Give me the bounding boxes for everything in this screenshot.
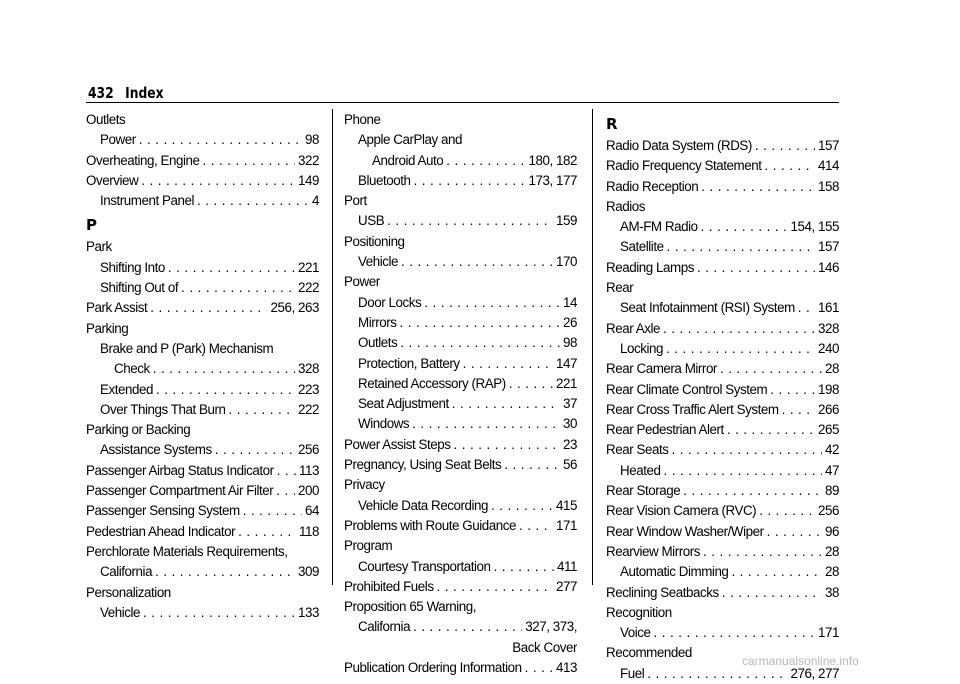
- dot-leader: [156, 380, 295, 400]
- index-heading: [344, 536, 577, 556]
- entry-label: California: [100, 564, 153, 580]
- entry-label: Seat Infotainment (RSI) System: [620, 300, 795, 316]
- index-entry: [606, 258, 839, 278]
- entry-label: Outlets: [86, 112, 126, 127]
- dot-leader: [197, 191, 309, 211]
- entry-pages: 28: [825, 564, 839, 580]
- entry-label: Courtesy Transportation: [358, 558, 491, 574]
- entry-pages: 157: [818, 239, 839, 255]
- index-entry: [606, 501, 839, 521]
- entry-pages: 222: [298, 401, 319, 417]
- dot-leader: [215, 440, 295, 460]
- dot-leader: [277, 461, 296, 481]
- dot-leader: [150, 298, 267, 318]
- entry-label: Locking: [620, 340, 664, 356]
- entry-pages: 133: [298, 604, 319, 620]
- entry-label: California: [358, 619, 411, 635]
- index-heading: [344, 110, 577, 130]
- entry-pages: 158: [818, 178, 839, 194]
- entry-label: Proposition 65 Warning,: [344, 599, 477, 615]
- index-column-2: [344, 110, 577, 678]
- index-entry: [344, 577, 577, 597]
- entry-label: Rear Window Washer/Wiper: [606, 523, 764, 539]
- index-entry: [86, 522, 319, 542]
- dot-leader: [494, 557, 554, 577]
- entry-label: Vehicle: [358, 254, 399, 270]
- entry-pages: 89: [825, 483, 839, 499]
- entry-pages: 222: [298, 280, 319, 296]
- entry-pages: 266: [818, 401, 839, 417]
- entry-pages: 256: [818, 503, 839, 519]
- index-entry: [344, 252, 577, 272]
- entry-pages: 256, 263: [270, 300, 319, 316]
- entry-pages: 30: [563, 416, 577, 432]
- index-heading: [86, 583, 319, 603]
- index-entry: [606, 217, 839, 237]
- dot-leader: [446, 151, 525, 171]
- index-entry: [86, 171, 319, 191]
- entry-pages: 98: [305, 132, 319, 148]
- entry-label: Parking or Backing: [86, 422, 191, 438]
- index-heading: [86, 237, 319, 257]
- entry-pages: 198: [818, 381, 839, 397]
- index-entry: [344, 151, 577, 171]
- index-entry: [344, 435, 577, 455]
- index-heading: [344, 130, 577, 150]
- entry-label: Radio Reception: [606, 178, 699, 194]
- dot-leader: [764, 156, 815, 176]
- index-entry: [606, 319, 839, 339]
- index-entry: [86, 359, 319, 379]
- index-entry: [606, 400, 839, 420]
- entry-pages: 154, 155: [790, 219, 839, 235]
- index-entry: [606, 298, 839, 318]
- index-entry: [606, 583, 839, 603]
- entry-label: Voice: [620, 625, 651, 641]
- entry-label: Perchlorate Materials Requirements,: [86, 543, 288, 559]
- entry-label: Instrument Panel: [100, 193, 195, 209]
- entry-label: Program: [344, 538, 393, 554]
- entry-label: Park: [86, 239, 112, 255]
- dot-leader: [243, 501, 302, 521]
- dot-leader: [401, 252, 553, 272]
- entry-pages: 38: [825, 584, 839, 600]
- dot-leader: [663, 319, 815, 339]
- entry-label: Satellite: [620, 239, 664, 255]
- index-entry: [344, 557, 577, 577]
- dot-leader: [727, 420, 815, 440]
- entry-pages: 322: [298, 152, 319, 168]
- entry-pages: 161: [818, 300, 839, 316]
- index-entry: [606, 481, 839, 501]
- entry-label: Vehicle: [100, 604, 141, 620]
- index-entry: [344, 374, 577, 394]
- index-heading: [344, 191, 577, 211]
- entry-label: Heated: [620, 462, 661, 478]
- index-entry: [86, 130, 319, 150]
- entry-label: Rear Climate Control System: [606, 381, 768, 397]
- dot-leader: [238, 522, 296, 542]
- index-heading: [86, 339, 319, 359]
- entry-pages: 277: [556, 578, 577, 594]
- index-entry: [344, 455, 577, 475]
- entry-pages: 328: [818, 320, 839, 336]
- entry-pages: 411: [557, 558, 577, 574]
- dot-leader: [153, 359, 295, 379]
- entry-pages: 180, 182: [528, 152, 577, 168]
- index-entry: [344, 211, 577, 231]
- index-entry: [344, 516, 577, 536]
- index-entry: [606, 562, 839, 582]
- dot-leader: [782, 400, 815, 420]
- dot-leader: [414, 171, 526, 191]
- dot-leader: [654, 623, 815, 643]
- entry-label: Door Locks: [358, 294, 422, 310]
- dot-leader: [168, 258, 295, 278]
- entry-label: Phone: [344, 112, 381, 127]
- page-title: Index: [125, 84, 164, 102]
- dot-leader: [697, 258, 815, 278]
- index-heading: [86, 319, 319, 339]
- dot-leader: [155, 562, 295, 582]
- entry-label: Rear Vision Camera (RVC): [606, 503, 757, 519]
- entry-label: Parking: [86, 320, 129, 336]
- dot-leader: [770, 380, 815, 400]
- index-entry: [86, 191, 319, 211]
- entry-pages: 146: [818, 259, 839, 275]
- entry-label: Overheating, Engine: [86, 152, 200, 168]
- page-number: 432: [88, 84, 114, 102]
- entry-pages: 37: [563, 396, 577, 412]
- entry-pages: 221: [298, 259, 319, 275]
- entry-pages: 173, 177: [528, 172, 577, 188]
- index-entry: [344, 394, 577, 414]
- entry-label: Personalization: [86, 584, 171, 600]
- entry-pages: 23: [563, 436, 577, 452]
- index-entry: [86, 258, 319, 278]
- entry-pages: 221: [556, 375, 577, 391]
- dot-leader: [759, 501, 815, 521]
- dot-leader: [767, 522, 822, 542]
- entry-label: Overview: [86, 172, 139, 188]
- index-entry: [344, 414, 577, 434]
- dot-leader: [181, 278, 295, 298]
- dot-leader: [276, 481, 295, 501]
- entry-pages: 113: [299, 462, 319, 478]
- entry-pages: 98: [563, 335, 577, 351]
- entry-pages: 28: [825, 361, 839, 377]
- index-entry: [344, 354, 577, 374]
- entry-label: Rear Pedestrian Alert: [606, 422, 724, 438]
- entry-label: Pedestrian Ahead Indicator: [86, 523, 236, 539]
- entry-label: Assistance Systems: [100, 442, 212, 458]
- entry-label: Recognition: [606, 604, 672, 620]
- index-entry: [344, 496, 577, 516]
- dot-leader: [437, 577, 553, 597]
- watermark: carmanualsonline.info: [742, 654, 859, 668]
- index-heading: [606, 197, 839, 217]
- entry-label: Over Things That Burn: [100, 401, 226, 417]
- entry-label: AM-FM Radio: [620, 219, 698, 235]
- entry-pages: 200: [298, 483, 319, 499]
- dot-leader: [143, 603, 295, 623]
- entry-pages: 223: [298, 381, 319, 397]
- dot-leader: [663, 461, 822, 481]
- entry-label: Reading Lamps: [606, 259, 694, 275]
- entry-pages: 171: [818, 625, 839, 641]
- dot-leader: [798, 298, 815, 318]
- column-divider-2: [592, 109, 593, 585]
- entry-label: Rear: [606, 280, 634, 296]
- dot-leader: [701, 217, 788, 237]
- index-heading: [344, 272, 577, 292]
- entry-pages: 170: [556, 254, 577, 270]
- dot-leader: [509, 374, 553, 394]
- dot-leader: [413, 617, 522, 637]
- section-letter: R: [606, 115, 618, 133]
- index-entry: [344, 333, 577, 353]
- index-entry: [86, 298, 319, 318]
- entry-label: Retained Accessory (RAP): [358, 375, 506, 391]
- entry-pages: 96: [825, 523, 839, 539]
- entry-label: Rear Camera Mirror: [606, 361, 717, 377]
- entry-pages: 309: [298, 564, 319, 580]
- entry-pages: 147: [556, 355, 577, 371]
- index-entry: [86, 278, 319, 298]
- dot-leader: [755, 136, 815, 156]
- dot-leader: [703, 542, 822, 562]
- index-entry: [86, 481, 319, 501]
- entry-pages: 413: [556, 660, 577, 676]
- entry-pages: 14: [563, 294, 577, 310]
- entry-label: Reclining Seatbacks: [606, 584, 719, 600]
- entry-label: Radio Data System (RDS): [606, 138, 752, 153]
- entry-label: Radio Frequency Statement: [606, 158, 762, 174]
- entry-label: Pregnancy, Using Seat Belts: [344, 457, 502, 473]
- dot-leader: [387, 211, 553, 231]
- entry-label: Vehicle Data Recording: [358, 497, 489, 513]
- entry-pages: 118: [299, 523, 319, 539]
- index-column-1: [86, 110, 319, 623]
- dot-leader: [229, 400, 295, 420]
- index-heading: [86, 420, 319, 440]
- index-entry: [606, 136, 839, 156]
- dot-leader: [491, 496, 553, 516]
- entry-label: Recommended: [606, 645, 692, 661]
- entry-label: Radios: [606, 198, 645, 214]
- entry-label: Check: [114, 361, 150, 377]
- entry-pages: 42: [825, 442, 839, 458]
- dot-leader: [139, 130, 302, 150]
- dot-leader: [722, 583, 822, 603]
- entry-label: USB: [358, 213, 385, 229]
- index-entry: [606, 359, 839, 379]
- index-entry: [344, 658, 577, 678]
- entry-label: Passenger Sensing System: [86, 503, 240, 519]
- entry-pages: 240: [818, 340, 839, 356]
- dot-leader: [463, 354, 553, 374]
- dot-leader: [424, 293, 560, 313]
- entry-label: Privacy: [344, 477, 385, 493]
- entry-pages: 328: [298, 361, 319, 377]
- entry-pages: 276, 277: [790, 665, 839, 681]
- entry-label: Rear Seats: [606, 442, 669, 458]
- entry-label: Automatic Dimming: [620, 564, 729, 580]
- index-entry: [606, 339, 839, 359]
- index-entry: [344, 171, 577, 191]
- entry-label: Power: [344, 274, 380, 290]
- index-entry: [86, 501, 319, 521]
- index-entry: [86, 562, 319, 582]
- index-entry: [606, 420, 839, 440]
- dot-leader: [141, 171, 295, 191]
- index-entry: [606, 461, 839, 481]
- entry-label: Passenger Compartment Air Filter: [86, 483, 274, 499]
- entry-label: Positioning: [344, 233, 405, 249]
- column-divider-1: [332, 109, 333, 585]
- index-entry: [344, 313, 577, 333]
- dot-leader: [667, 237, 815, 257]
- index-entry: [86, 151, 319, 171]
- dot-leader: [504, 455, 560, 475]
- dot-leader: [525, 658, 553, 678]
- entry-pages: 159: [556, 213, 577, 229]
- index-entry: [606, 623, 839, 643]
- index-entry: [86, 440, 319, 460]
- dot-leader: [452, 394, 560, 414]
- entry-label: Rear Storage: [606, 483, 681, 499]
- entry-pages: 265: [818, 422, 839, 438]
- index-entry: [344, 293, 577, 313]
- dot-leader: [683, 481, 822, 501]
- index-entry: [606, 440, 839, 460]
- entry-label: Rearview Mirrors: [606, 543, 700, 559]
- dot-leader: [400, 313, 561, 333]
- entry-label: Shifting Into: [100, 259, 165, 275]
- entry-pages: 415: [556, 497, 577, 513]
- index-heading: [344, 597, 577, 617]
- entry-label: Protection, Battery: [358, 355, 460, 371]
- index-entry: [86, 603, 319, 623]
- dot-leader: [412, 414, 560, 434]
- entry-label: Power: [100, 132, 136, 148]
- entry-pages: 256: [298, 442, 319, 458]
- entry-pages: 56: [563, 457, 577, 473]
- header-rule: [86, 102, 839, 103]
- entry-pages: 157: [818, 138, 839, 153]
- index-entry: [86, 461, 319, 481]
- entry-pages: 28: [825, 543, 839, 559]
- index-entry: [86, 400, 319, 420]
- entry-label: Windows: [358, 416, 410, 432]
- index-entry: [86, 380, 319, 400]
- dot-leader: [731, 562, 822, 582]
- index-entry: [606, 237, 839, 257]
- index-heading: [606, 278, 839, 298]
- index-heading: [86, 542, 319, 562]
- entry-pages: 171: [556, 517, 577, 533]
- entry-label: Passenger Airbag Status Indicator: [86, 462, 274, 478]
- entry-label: Bluetooth: [358, 172, 411, 188]
- section-letter: P: [86, 216, 97, 235]
- index-entry: [344, 617, 577, 637]
- entry-pages: 4: [312, 193, 319, 209]
- index-column-3: [606, 110, 839, 684]
- entry-pages: Back Cover: [512, 639, 577, 655]
- entry-label: Port: [344, 193, 367, 209]
- index-heading: [86, 110, 319, 130]
- dot-leader: [672, 440, 823, 460]
- dot-leader: [203, 151, 295, 171]
- entry-label: Brake and P (Park) Mechanism: [100, 340, 274, 356]
- index-entry: [606, 177, 839, 197]
- index-heading: [344, 475, 577, 495]
- entry-label: Rear Cross Traffic Alert System: [606, 401, 779, 417]
- index-entry-continuation: [344, 638, 577, 658]
- entry-label: Publication Ordering Information: [344, 660, 522, 676]
- entry-label: Outlets: [358, 335, 398, 351]
- dot-leader: [400, 333, 560, 353]
- entry-label: Power Assist Steps: [344, 436, 451, 452]
- dot-leader: [519, 516, 553, 536]
- dot-leader: [720, 359, 822, 379]
- entry-pages: 149: [298, 172, 319, 188]
- entry-pages: 414: [818, 158, 839, 174]
- index-heading: [344, 232, 577, 252]
- index-entry: [606, 522, 839, 542]
- entry-label: Android Auto: [372, 152, 444, 168]
- entry-label: Shifting Out of: [100, 280, 179, 296]
- page-header: [88, 84, 164, 102]
- index-entry: [606, 542, 839, 562]
- dot-leader: [666, 339, 815, 359]
- dot-leader: [454, 435, 560, 455]
- entry-pages: 64: [305, 503, 319, 519]
- entry-label: Rear Axle: [606, 320, 661, 336]
- entry-label: Prohibited Fuels: [344, 578, 434, 594]
- entry-label: Apple CarPlay and: [358, 132, 463, 148]
- entry-label: Problems with Route Guidance: [344, 517, 516, 533]
- dot-leader: [701, 177, 815, 197]
- entry-pages: 47: [825, 462, 839, 478]
- entry-pages: 26: [563, 314, 577, 330]
- entry-pages: 327, 373,: [525, 619, 577, 635]
- index-entry: [606, 156, 839, 176]
- entry-label: Seat Adjustment: [358, 396, 449, 412]
- entry-label: Mirrors: [358, 314, 397, 330]
- entry-label: Fuel: [620, 665, 645, 681]
- index-heading: [606, 603, 839, 623]
- index-entry: [606, 380, 839, 400]
- entry-label: Extended: [100, 381, 153, 397]
- entry-label: Park Assist: [86, 300, 148, 316]
